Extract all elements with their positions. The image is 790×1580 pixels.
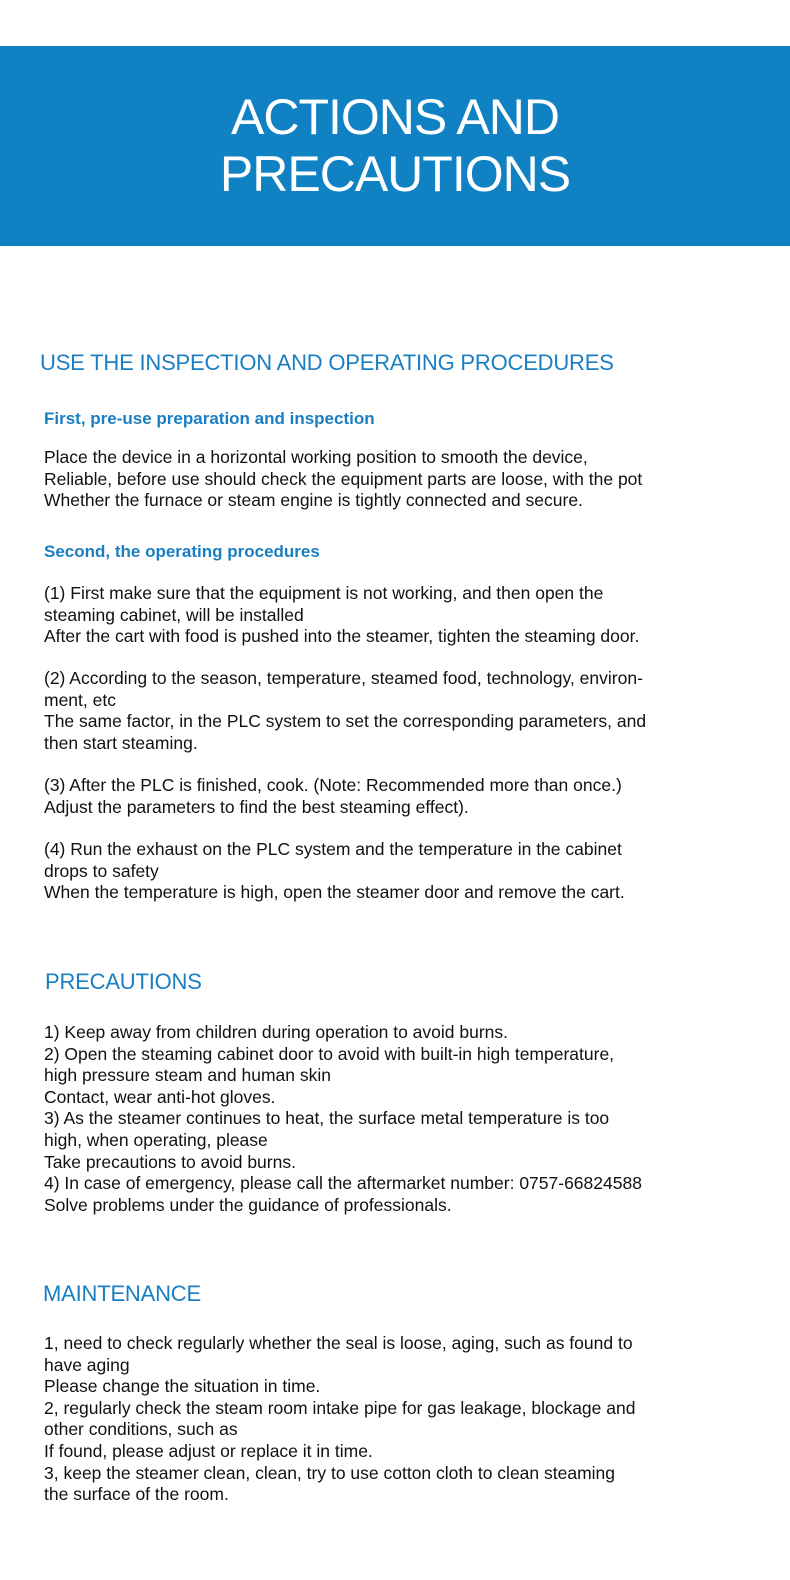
text-line: The same factor, in the PLC system to set the corresponding parameters, and bbox=[44, 711, 647, 732]
text-line: high, when operating, please bbox=[44, 1129, 268, 1150]
text-line: Adjust the parameters to find the best steaming effect). bbox=[44, 796, 469, 817]
text-line: Take precautions to avoid burns. bbox=[44, 1151, 296, 1172]
text-line: Reliable, before use should check the equipment parts are loose, with the pot bbox=[44, 468, 643, 489]
text-line: 4) In case of emergency, please call the aftermarket number: 0757-66824588 bbox=[44, 1173, 642, 1194]
text-line: then start steaming. bbox=[44, 732, 198, 753]
preparation-paragraph bbox=[44, 447, 756, 512]
preparation-subheading: First, pre-use preparation and inspection bbox=[44, 409, 375, 428]
maintenance-heading: MAINTENANCE bbox=[43, 1281, 201, 1306]
text-line: high pressure steam and human skin bbox=[44, 1065, 331, 1086]
text-line: other conditions, such as bbox=[44, 1419, 238, 1440]
text-line: (3) After the PLC is finished, cook. (Note: Recommended more than once.) bbox=[44, 775, 622, 795]
page-title-line-2: PRECAUTIONS bbox=[219, 146, 571, 202]
text-line: When the temperature is high, open the steamer door and remove the cart. bbox=[44, 882, 625, 903]
precautions-heading: PRECAUTIONS bbox=[45, 969, 202, 994]
operating-step-3 bbox=[44, 775, 756, 818]
text-line: (4) Run the exhaust on the PLC system and the temperature in the cabinet bbox=[44, 839, 622, 859]
page-title-line-1: ACTIONS AND bbox=[231, 89, 559, 145]
text-line: 3, keep the steamer clean, clean, try to use cotton cloth to clean steaming bbox=[44, 1462, 616, 1483]
text-line: the surface of the room. bbox=[44, 1484, 229, 1505]
text-line: steaming cabinet, will be installed bbox=[44, 604, 304, 625]
text-line: Contact, wear anti-hot gloves. bbox=[44, 1086, 276, 1107]
operating-subheading: Second, the operating procedures bbox=[44, 542, 320, 561]
precautions-list bbox=[44, 1022, 756, 1216]
inspection-section-heading: USE THE INSPECTION AND OPERATING PROCEDURES bbox=[40, 350, 614, 375]
text-line: Solve problems under the guidance of professionals. bbox=[44, 1194, 452, 1215]
text-line: If found, please adjust or replace it in time. bbox=[44, 1440, 373, 1461]
text-line: have aging bbox=[44, 1354, 130, 1375]
text-line: 2) Open the steaming cabinet door to avoid with built-in high temperature, bbox=[44, 1043, 615, 1064]
operating-step-4 bbox=[44, 839, 756, 904]
text-line: Whether the furnace or steam engine is tightly connected and secure. bbox=[44, 490, 583, 511]
text-line: (2) According to the season, temperature, steamed food, technology, environ- bbox=[44, 668, 643, 688]
text-line: 3) As the steamer continues to heat, the surface metal temperature is too bbox=[44, 1108, 610, 1129]
title-banner bbox=[0, 46, 790, 246]
text-line: drops to safety bbox=[44, 860, 159, 881]
text-line: ment, etc bbox=[44, 689, 116, 710]
text-line: 1, need to check regularly whether the seal is loose, aging, such as found to bbox=[44, 1333, 633, 1353]
operating-step-2 bbox=[44, 668, 756, 754]
text-line: Please change the situation in time. bbox=[44, 1376, 321, 1397]
maintenance-list bbox=[44, 1333, 756, 1506]
text-line: Place the device in a horizontal working position to smooth the device, bbox=[44, 447, 588, 467]
text-line: (1) First make sure that the equipment is not working, and then open the bbox=[44, 583, 604, 603]
operating-step-1 bbox=[44, 583, 756, 648]
text-line: 1) Keep away from children during operation to avoid burns. bbox=[44, 1022, 509, 1042]
text-line: 2, regularly check the steam room intake pipe for gas leakage, blockage and bbox=[44, 1397, 636, 1418]
text-line: After the cart with food is pushed into the steamer, tighten the steaming door. bbox=[44, 626, 640, 647]
